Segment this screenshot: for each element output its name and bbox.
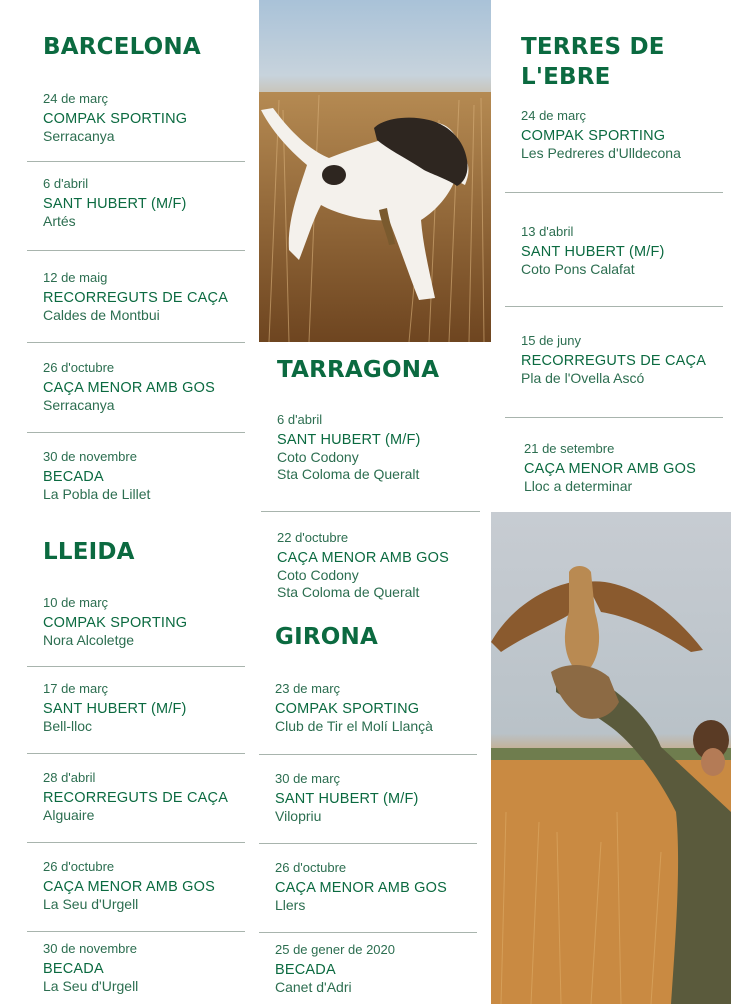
divider (259, 932, 477, 933)
event-place: Nora Alcoletge (43, 632, 135, 648)
event-type: CAÇA MENOR AMB GOS (43, 380, 215, 396)
event-date: 23 de març (275, 681, 341, 696)
event-date: 26 d'octubre (275, 860, 347, 875)
event-place: Coto Pons Calafat (521, 261, 635, 277)
event-place: Lloc a determinar (524, 478, 633, 494)
event-type: SANT HUBERT (M/F) (277, 432, 421, 448)
event-girona-4 (275, 941, 395, 996)
event-barcelona-5 (43, 448, 150, 503)
divider (27, 250, 245, 251)
divider (505, 192, 723, 193)
event-place: La Seu d'Urgell (43, 978, 139, 994)
event-tarragona-2 (277, 529, 449, 601)
event-date: 26 d'octubre (43, 859, 115, 874)
event-type: COMPAK SPORTING (43, 111, 188, 127)
region-title-line2: L'EBRE (521, 64, 611, 90)
event-date: 30 de novembre (43, 449, 137, 464)
event-date: 22 d'octubre (277, 530, 349, 545)
event-date: 6 d'abril (277, 412, 323, 427)
event-place: La Seu d'Urgell (43, 896, 139, 912)
event-type: COMPAK SPORTING (43, 615, 188, 631)
event-place-secondary: Sta Coloma de Queralt (277, 584, 420, 600)
event-place: Bell-lloc (43, 718, 93, 734)
divider (259, 754, 477, 755)
event-place: Vilopriu (275, 808, 322, 824)
event-place: Artés (43, 213, 76, 229)
event-barcelona-3 (43, 269, 228, 324)
event-type: BECADA (43, 469, 104, 485)
event-lleida-4 (43, 858, 215, 913)
event-barcelona-4 (43, 359, 215, 414)
event-type: RECORREGUTS DE CAÇA (43, 790, 229, 806)
event-terres-ebre-3 (521, 332, 706, 387)
event-date: 24 de març (521, 108, 587, 123)
divider (261, 511, 480, 512)
event-place: Coto Codony (277, 567, 359, 583)
event-type: COMPAK SPORTING (275, 701, 420, 717)
region-title-tarragona: TARRAGONA (277, 357, 440, 383)
event-date: 12 de maig (43, 270, 108, 285)
event-place: Club de Tir el Molí Llançà (275, 718, 433, 734)
dog-photo (259, 0, 491, 342)
event-type: CAÇA MENOR AMB GOS (524, 461, 696, 477)
event-place: Pla de l'Ovella Ascó (521, 370, 645, 386)
event-place: Llers (275, 897, 306, 913)
event-girona-1 (275, 680, 433, 735)
event-barcelona-2 (43, 175, 187, 230)
event-lleida-1 (43, 594, 187, 649)
event-place: Alguaire (43, 807, 95, 823)
event-date: 15 de juny (521, 333, 581, 348)
event-type: SANT HUBERT (M/F) (43, 196, 187, 212)
event-date: 6 d'abril (43, 176, 89, 191)
event-date: 25 de gener de 2020 (275, 942, 395, 957)
event-type: CAÇA MENOR AMB GOS (277, 550, 449, 566)
divider (27, 342, 245, 343)
region-title-terres-ebre (521, 32, 665, 92)
divider (27, 753, 245, 754)
event-barcelona-1 (43, 90, 187, 145)
divider (505, 417, 723, 418)
event-date: 13 d'abril (521, 224, 574, 239)
event-type: SANT HUBERT (M/F) (43, 701, 187, 717)
event-place: Les Pedreres d'Ulldecona (521, 145, 681, 161)
divider (27, 931, 245, 932)
event-lleida-2 (43, 680, 187, 735)
divider (27, 161, 245, 162)
event-date: 24 de març (43, 91, 109, 106)
falcon-photo (491, 512, 731, 1004)
event-type: SANT HUBERT (M/F) (521, 244, 665, 260)
divider (505, 306, 723, 307)
region-title-girona: GIRONA (275, 624, 378, 650)
event-type: SANT HUBERT (M/F) (275, 791, 419, 807)
event-type: RECORREGUTS DE CAÇA (43, 290, 229, 306)
divider (259, 843, 477, 844)
event-place: La Pobla de Lillet (43, 486, 151, 502)
event-place-secondary: Sta Coloma de Queralt (277, 466, 420, 482)
event-type: RECORREGUTS DE CAÇA (521, 353, 707, 369)
event-type: BECADA (43, 961, 104, 977)
region-title-lleida: LLEIDA (43, 539, 135, 565)
event-place: Serracanya (43, 128, 115, 144)
event-date: 17 de març (43, 681, 109, 696)
event-date: 28 d'abril (43, 770, 96, 785)
divider (27, 666, 245, 667)
event-place: Caldes de Montbui (43, 307, 160, 323)
event-place: Canet d'Adri (275, 979, 352, 995)
event-place: Coto Codony (277, 449, 359, 465)
event-terres-ebre-4 (524, 440, 696, 495)
event-terres-ebre-1 (521, 107, 681, 162)
event-date: 21 de setembre (524, 441, 615, 456)
region-title-line1: TERRES DE (521, 34, 665, 60)
event-girona-3 (275, 859, 447, 914)
event-tarragona-1 (277, 411, 421, 483)
event-girona-2 (275, 770, 419, 825)
event-type: CAÇA MENOR AMB GOS (43, 879, 215, 895)
event-date: 10 de març (43, 595, 109, 610)
divider (27, 432, 245, 433)
event-date: 30 de novembre (43, 941, 137, 956)
region-title-barcelona: BARCELONA (43, 34, 201, 60)
event-lleida-3 (43, 769, 228, 824)
event-terres-ebre-2 (521, 223, 665, 278)
event-type: COMPAK SPORTING (521, 128, 666, 144)
event-date: 30 de març (275, 771, 341, 786)
event-lleida-5 (43, 940, 138, 995)
divider (27, 842, 245, 843)
event-type: BECADA (275, 962, 336, 978)
event-place: Serracanya (43, 397, 115, 413)
event-date: 26 d'octubre (43, 360, 115, 375)
event-type: CAÇA MENOR AMB GOS (275, 880, 447, 896)
